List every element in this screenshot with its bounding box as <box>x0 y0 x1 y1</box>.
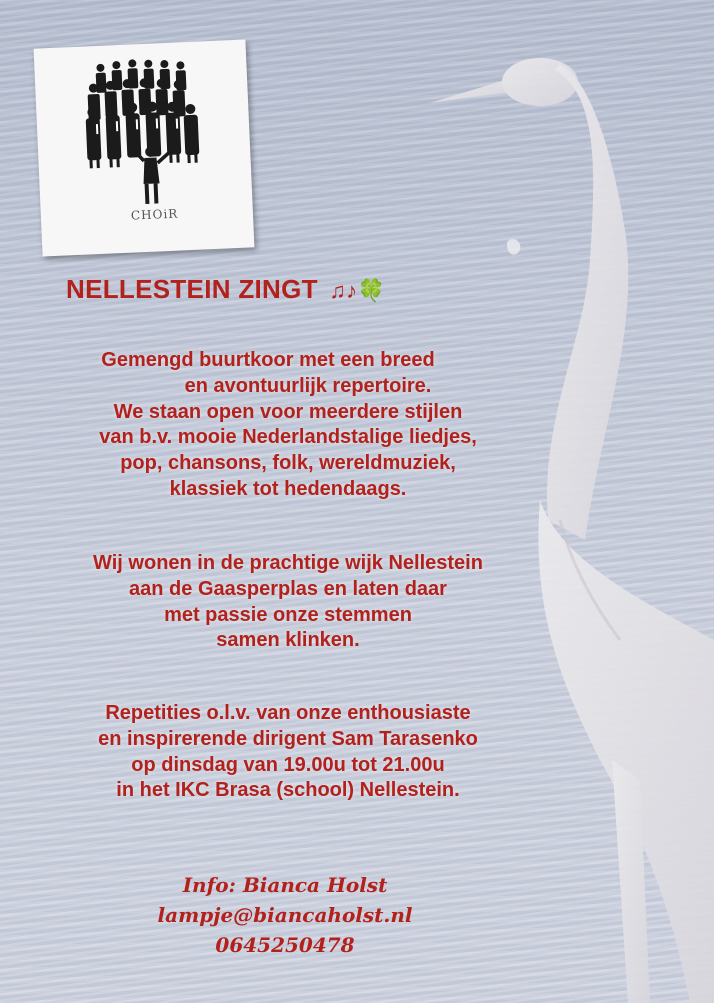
choir-silhouette-icon <box>34 39 255 256</box>
location-paragraph <box>8 551 568 654</box>
contact-email[interactable]: lampje@biancaholst.nl <box>157 903 413 927</box>
contact-phone[interactable]: 0645250478 <box>215 933 355 957</box>
rehearsals-line: op dinsdag van 19.00u tot 21.00u <box>131 753 445 776</box>
intro-line: We staan open voor meerdere stijlen <box>113 400 463 423</box>
rehearsals-line: in het IKC Brasa (school) Nellestein. <box>116 779 460 802</box>
rehearsals-line: Repetities o.l.v. van onze enthousiaste <box>105 702 471 724</box>
location-line: aan de Gaasperplas en laten daar <box>129 577 447 600</box>
rehearsals-line: en inspirerende dirigent Sam Tarasenko <box>98 727 478 750</box>
rehearsals-paragraph <box>8 701 568 804</box>
contact-block <box>100 870 470 960</box>
page-title <box>66 274 385 305</box>
location-line: samen klinken. <box>216 629 360 652</box>
intro-line: Gemengd buurtkoor met een breed <box>101 349 435 371</box>
intro-line: en avontuurlijk repertoire. <box>184 374 432 397</box>
location-line: met passie onze stemmen <box>164 603 412 626</box>
clover-icon: 🍀 <box>357 278 386 303</box>
location-line: Wij wonen in de prachtige wijk Nellestein <box>93 552 483 574</box>
choir-photo-card <box>34 39 255 256</box>
contact-info: Info: Bianca Holst <box>182 873 388 897</box>
intro-line: klassiek tot hedendaags. <box>169 477 407 500</box>
music-notes-icon: ♫♪ <box>329 278 358 303</box>
choir-caption: CHOiR <box>130 206 179 223</box>
intro-line: van b.v. mooie Nederlandstalige liedjes, <box>99 426 477 449</box>
intro-paragraph <box>8 348 568 503</box>
title-text: NELLESTEIN ZINGT <box>66 274 318 304</box>
intro-line: pop, chansons, folk, wereldmuziek, <box>120 452 456 475</box>
